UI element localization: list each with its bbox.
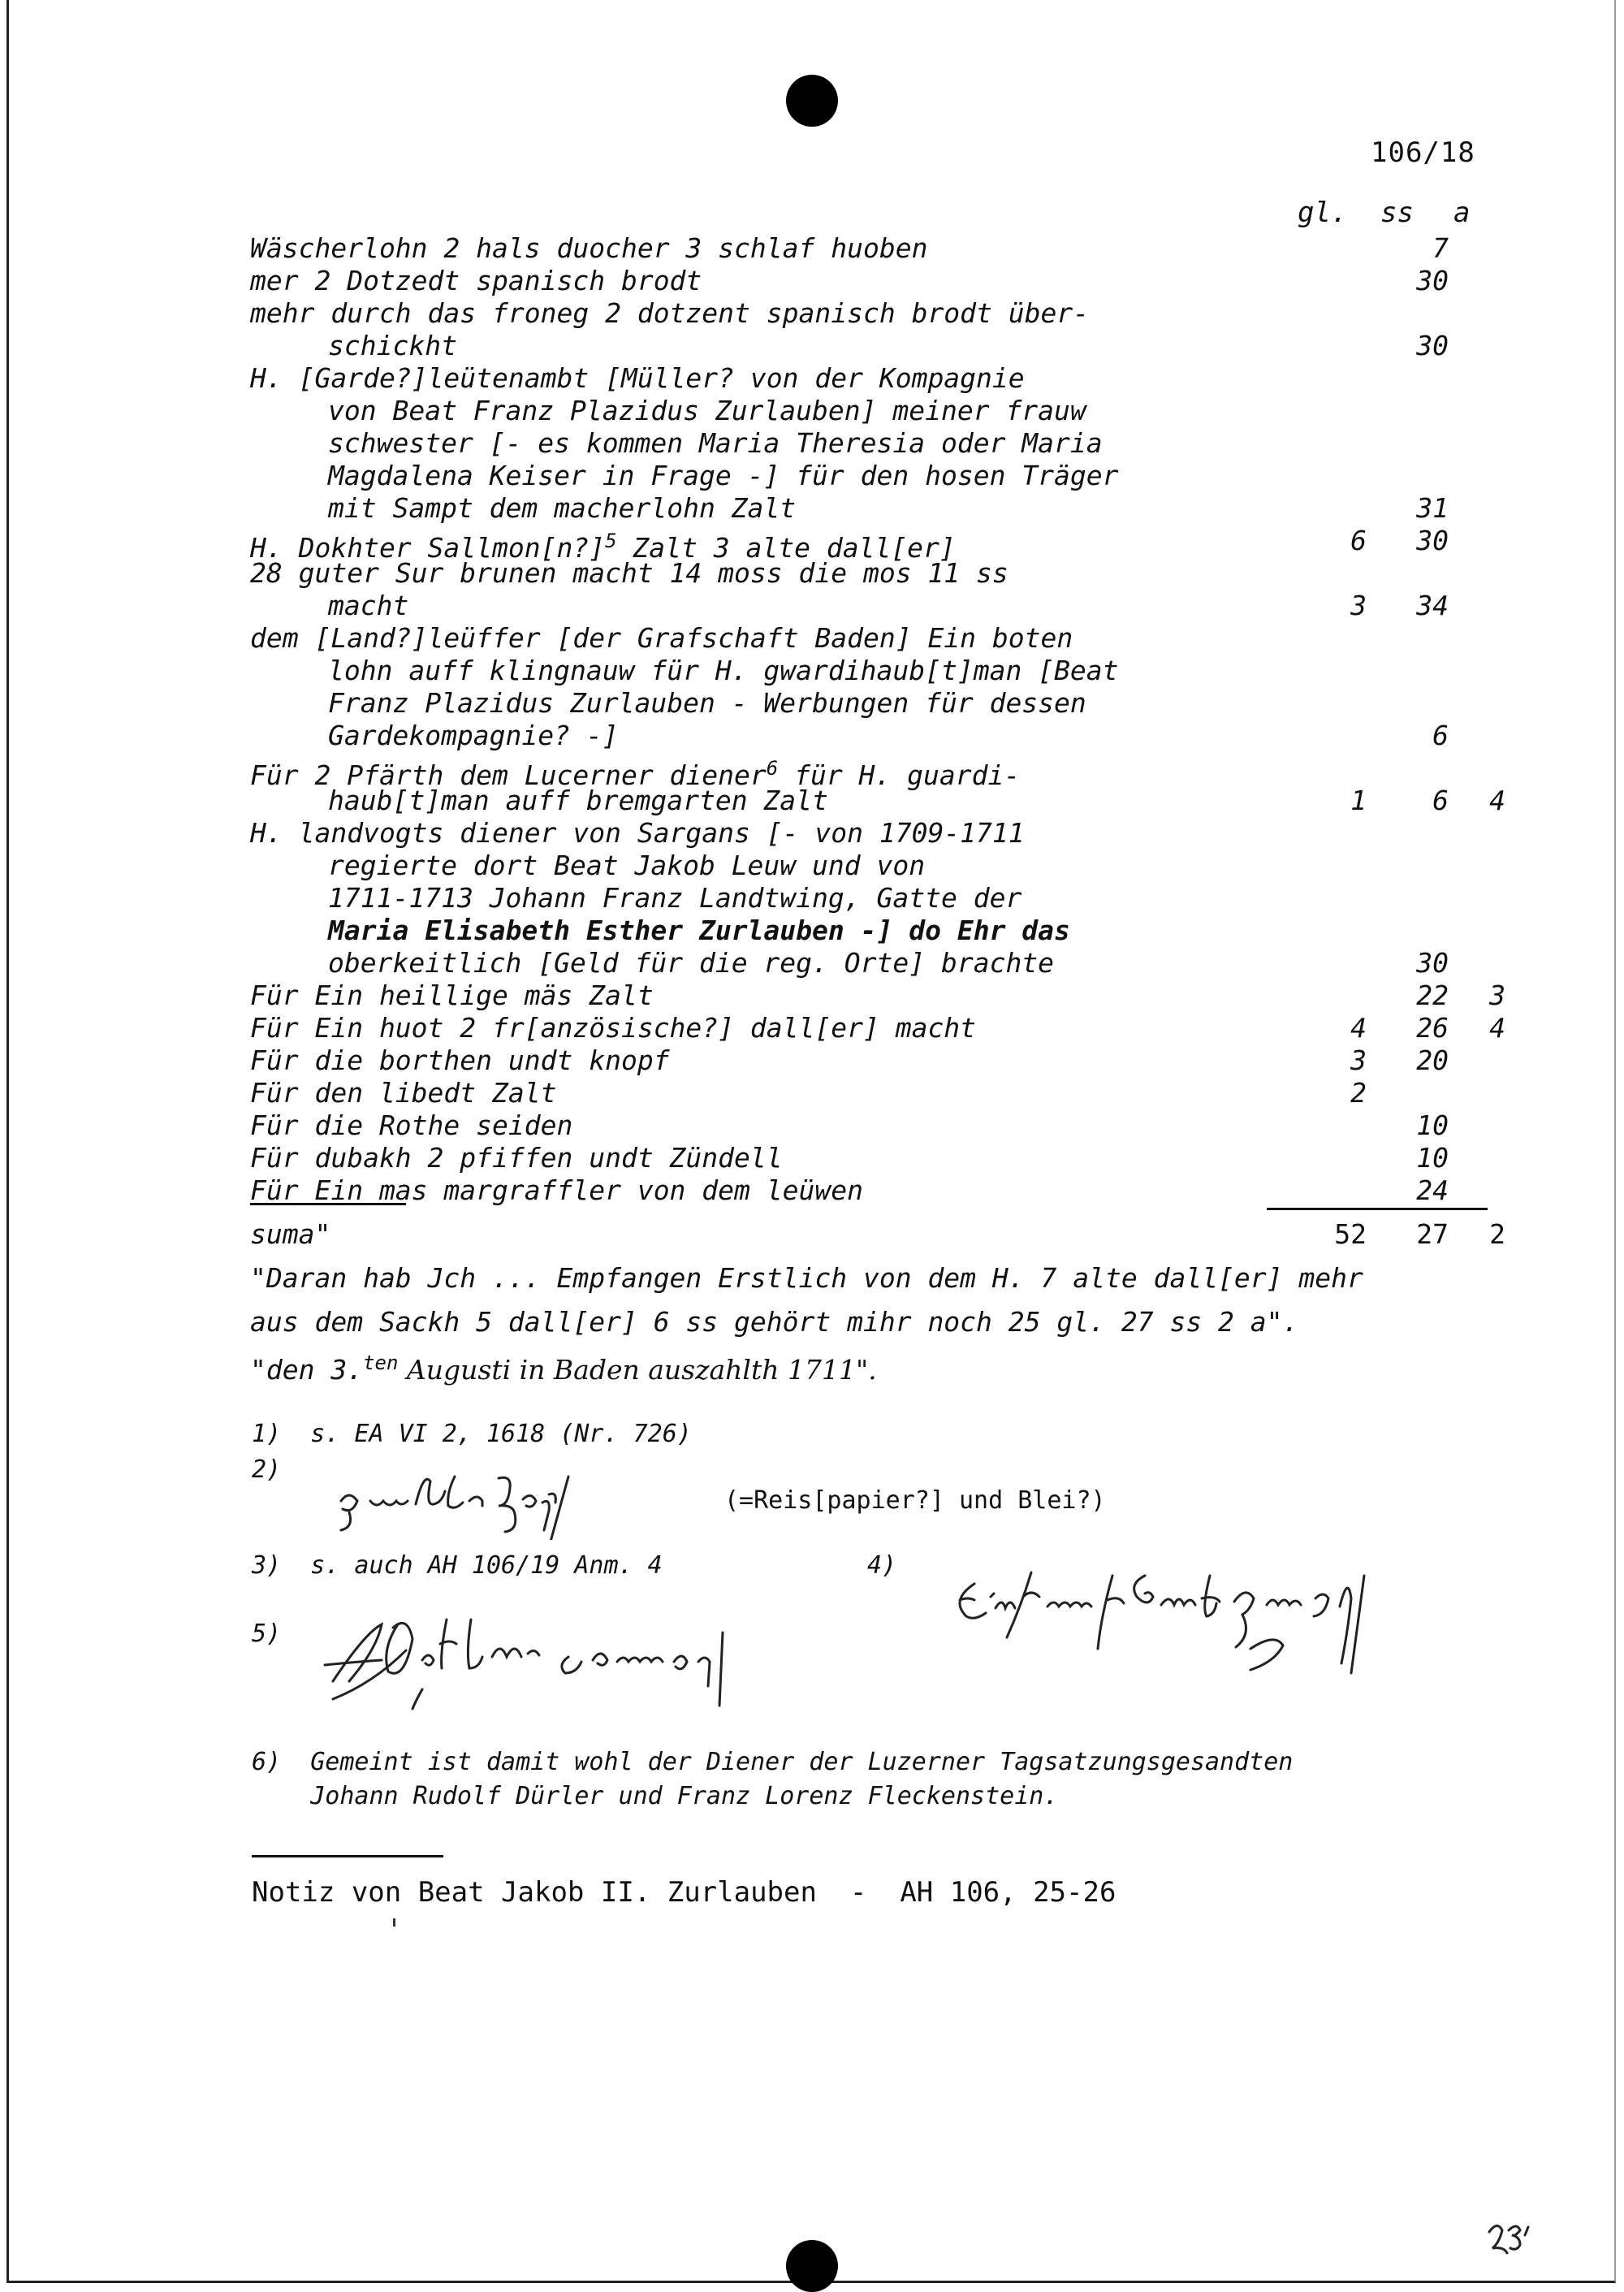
ledger-row: [250, 1142, 1492, 1174]
entry-ss: 26: [1416, 1012, 1449, 1044]
separator-rule: [252, 1855, 443, 1857]
entry-text: Gardekompagnie? -]: [328, 720, 619, 751]
ledger-row: [250, 882, 1492, 915]
entry-ss: 20: [1416, 1044, 1449, 1076]
entry-text: oberkeitlich [Geld für die reg. Orte] brachte: [328, 947, 1055, 979]
ledger-row: [250, 460, 1492, 492]
ledger-row: [250, 720, 1492, 752]
handwriting-fn5-icon: [309, 1608, 828, 1714]
entry-text: schickht: [328, 330, 457, 361]
entry-text: regierte dort Beat Jakob Leuw und von: [328, 850, 926, 881]
ledger-row: [250, 427, 1492, 460]
underline-entry: [250, 1203, 406, 1205]
entry-text: 28 guter Sur brunen macht 14 moss die mos 11 ss: [250, 557, 1009, 589]
column-header-ss: ss: [1380, 197, 1414, 229]
entry-text-part: für H. guardi-: [778, 759, 1021, 791]
handwriting-fn2-icon: [325, 1462, 682, 1540]
footnote-6-line2: Johann Rudolf Dürler und Franz Lorenz Fleckenstein.: [252, 1782, 1059, 1810]
entry-text: dem [Land?]leüffer [der Grafschaft Baden] Ein boten: [250, 622, 1073, 654]
entry-ss: 30: [1416, 525, 1449, 556]
ledger-row: [250, 785, 1505, 817]
punch-hole-top: [786, 75, 838, 127]
ledger-row: [250, 525, 1492, 564]
entry-text: Wäscherlohn 2 hals duocher 3 schlaf huoben: [250, 232, 928, 264]
date-rest: Augusti in Baden auszahlth 1711".: [398, 1354, 877, 1386]
entry-a: 4: [1489, 1012, 1505, 1044]
entry-ss: 10: [1416, 1109, 1449, 1141]
ledger-row: [250, 232, 1492, 265]
entry-ss: 30: [1416, 265, 1449, 296]
ledger-row: [250, 622, 1492, 655]
ledger-row: [250, 655, 1492, 687]
ledger-row: [250, 817, 1492, 850]
entry-gl: 3: [1350, 1044, 1367, 1076]
ledger-row: [250, 947, 1492, 980]
entry-ss: 30: [1416, 330, 1449, 361]
entry-text: Für Ein huot 2 fr[anzösische?] dall[er] macht: [250, 1012, 977, 1044]
ledger-row: [250, 1174, 1492, 1207]
footnote-3: 3) s. auch AH 106/19 Anm. 4: [252, 1551, 663, 1580]
entry-text: Für die borthen undt knopf: [250, 1044, 670, 1076]
ledger-row: [250, 1012, 1505, 1044]
ledger-row: [250, 492, 1492, 525]
date-prefix: "den 3.: [250, 1354, 364, 1386]
page-number: 106/18: [1371, 136, 1475, 169]
entry-text: lohn auff klingnauw für H. gwardihaub[t]man [Beat: [328, 655, 1119, 686]
entry-ss: 30: [1416, 947, 1449, 979]
ledger-row: [250, 850, 1492, 882]
ledger-row: [250, 590, 1492, 622]
entry-text: Für den libedt Zalt: [250, 1077, 557, 1109]
entry-gl: 6: [1350, 525, 1367, 556]
footnote-4-number: 4): [867, 1551, 897, 1580]
ledger-row: [250, 915, 1492, 947]
ledger-row: [250, 362, 1492, 395]
footnote-2-text: (=Reis[papier?] und Blei?): [724, 1486, 1106, 1515]
ledger-row: [250, 330, 1492, 362]
date-line: [250, 1351, 877, 1386]
footnote-2-number: 2): [252, 1455, 282, 1484]
entry-text-part: Zalt 3 alte dall[er]: [616, 532, 956, 564]
footnote-6-line1: 6) Gemeint ist damit wohl der Diener der Luzerner Tagsatzungsgesandten: [252, 1748, 1294, 1776]
ledger-row: [250, 265, 1492, 297]
entry-ss: 24: [1416, 1174, 1449, 1206]
entry-text: haub[t]man auff bremgarten Zalt: [328, 785, 828, 816]
entry-text: H. landvogts diener von Sargans [- von 1709-1711: [250, 817, 1025, 849]
date-sup: ten: [363, 1351, 399, 1374]
entry-ss: 31: [1416, 492, 1449, 524]
entry-text: H. [Garde?]leütenambt [Müller? von der Kompagnie: [250, 362, 1025, 394]
column-header-a: a: [1453, 197, 1471, 229]
entry-gl: 4: [1350, 1012, 1367, 1044]
ledger-row: [250, 1044, 1492, 1077]
footnote-ref: 5: [605, 530, 617, 552]
entry-text: von Beat Franz Plazidus Zurlauben] meiner frauw: [328, 395, 1086, 426]
entry-gl: 1: [1350, 785, 1367, 816]
ledger-row: [250, 1077, 1492, 1109]
footnote-5-number: 5): [252, 1620, 282, 1648]
sum-rule: [1267, 1208, 1488, 1210]
entry-text: mehr durch das froneg 2 dotzent spanisch brodt über-: [250, 297, 1090, 329]
ledger-row: [250, 687, 1492, 720]
sum-label: suma": [250, 1218, 331, 1250]
entry-text: mer 2 Dotzedt spanisch brodt: [250, 265, 702, 296]
footnote-1: 1) s. EA VI 2, 1618 (Nr. 726): [252, 1420, 692, 1448]
entry-text-part: H. Dokhter Sallmon[n?]: [250, 532, 606, 564]
stray-mark: [393, 1918, 395, 1927]
entry-text: Franz Plazidus Zurlauben - Werbungen für dessen: [328, 687, 1086, 719]
ledger-entries: [250, 232, 1505, 1207]
entry-text: 1711-1713 Johann Franz Landtwing, Gatte der: [328, 882, 1022, 914]
quote-line: "Daran hab Jch ... Empfangen Erstlich von dem H. 7 alte dall[er] mehr: [250, 1262, 1363, 1294]
entry-ss: 6: [1432, 785, 1449, 816]
handwritten-mark-icon: [1484, 2216, 1541, 2255]
entry-ss: 34: [1416, 590, 1449, 621]
entry-text: Magdalena Keiser in Frage -] für den hosen Träger: [328, 460, 1119, 491]
entry-text: mit Sampt dem macherlohn Zalt: [328, 492, 797, 524]
entry-text: Für Ein mas margraffler von dem leüwen: [250, 1174, 863, 1206]
entry-text: macht: [328, 590, 409, 621]
column-header-gl: gl.: [1298, 197, 1348, 229]
entry-text: Für Ein heillige mäs Zalt: [250, 980, 654, 1011]
entry-text-part: Für 2 Pfärth dem Lucerner diener: [250, 759, 767, 791]
entry-ss: 22: [1416, 980, 1449, 1011]
ledger-row: [250, 752, 1492, 791]
entry-gl: 2: [1350, 1077, 1367, 1109]
sum-a: 2: [1489, 1218, 1505, 1250]
entry-a: 4: [1489, 785, 1505, 816]
footnote-ref: 6: [766, 757, 779, 780]
entry-text: schwester [- es kommen Maria Theresia oder Maria: [328, 427, 1103, 459]
handwriting-fn4-icon: [942, 1559, 1510, 1681]
notiz-caption: Notiz von Beat Jakob II. Zurlauben - AH 106, 25-26: [252, 1876, 1116, 1909]
entry-text: Maria Elisabeth Esther Zurlauben -] do Ehr das: [328, 915, 1070, 946]
sum-gl: 52: [1334, 1218, 1367, 1250]
entry-ss: 7: [1432, 232, 1449, 264]
entry-ss: 6: [1432, 720, 1449, 751]
ledger-row: [250, 557, 1492, 590]
entry-text: Für die Rothe seiden: [250, 1109, 573, 1141]
ledger-row: [250, 1109, 1492, 1142]
sum-row: [250, 1217, 1505, 1252]
sum-ss: 27: [1416, 1218, 1449, 1250]
entry-gl: 3: [1350, 590, 1367, 621]
entry-ss: 10: [1416, 1142, 1449, 1174]
ledger-row: [250, 297, 1492, 330]
ledger-row: [250, 980, 1505, 1012]
entry-text: Für dubakh 2 pfiffen undt Zündell: [250, 1142, 783, 1174]
entry-a: 3: [1489, 980, 1505, 1011]
ledger-row: [250, 395, 1492, 427]
punch-hole-bottom: [786, 2240, 838, 2292]
quote-line: aus dem Sackh 5 dall[er] 6 ss gehört mihr noch 25 gl. 27 ss 2 a".: [250, 1306, 1299, 1338]
